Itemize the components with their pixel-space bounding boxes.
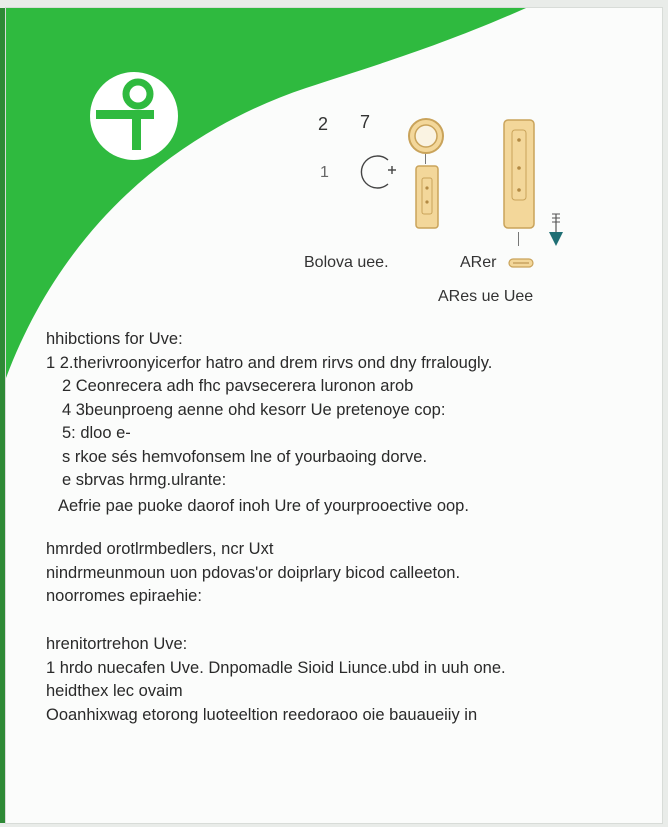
down-arrow-icon <box>546 212 566 248</box>
instruction-line-5: s rkoe sés hemvofonsem lne of yourbaoing dorve. <box>62 447 428 466</box>
step-number-7: 7 <box>360 112 371 132</box>
lancet-body-icon <box>414 164 440 230</box>
information-line-3: Ooanhixwag etorong luoteeltion reedoraoo oie bauaueiiy in <box>46 705 478 724</box>
needle-tip-icon <box>508 257 534 269</box>
twist-arrow-icon <box>350 148 400 198</box>
instruction-line-4: 5: dloo e- <box>62 424 131 442</box>
needle-line <box>518 232 519 246</box>
intended-line-2: nindrmeunmoun uon pdovas'or doiprlary bicod calleeton. <box>46 563 461 582</box>
step-number-1: 1 <box>320 164 329 181</box>
information-section <box>46 633 646 727</box>
information-line-1: 1 hrdo nuecafen Uve. Dnpomadle Sioid Liunce.ubd in uuh one. <box>46 658 506 677</box>
instruction-line-2: 2 Ceonrecera adh fhc pavsecerera luronon arob <box>62 377 414 395</box>
step-number-2: 2 <box>318 114 329 134</box>
lancet-tall-icon <box>502 118 536 232</box>
cap-connector-line <box>425 154 426 164</box>
after-use-label: ARes ue Uee <box>438 288 534 305</box>
lancet-cap-icon <box>406 116 446 156</box>
information-title: hrenitortrehon Uve: <box>46 635 188 653</box>
intended-line-1: hmrded orotlrmbedlers, ncr Uxt <box>46 540 274 558</box>
instruction-line-3: 4 3beunproeng aenne ohd kesorr Ue pretenoye cop: <box>62 400 446 419</box>
lancet-logo-icon <box>88 70 180 162</box>
instructions-title: hhibctions for Uve: <box>46 330 183 348</box>
instruction-line-6: e sbrvas hrmg.ulrante: <box>62 471 227 489</box>
instruction-line-1: 1 2.therivroonyicerfor hatro and drem rirvs ond dny frralougly. <box>46 353 493 372</box>
before-use-label: Bolova uee. <box>304 254 389 271</box>
intended-use-section <box>46 538 646 609</box>
after-label: ARer <box>460 254 497 271</box>
instructions-section <box>46 328 646 518</box>
usage-diagram <box>296 108 596 318</box>
intended-line-3: noorromes epiraehie: <box>46 587 202 605</box>
instruction-line-7: Aefrie pae puoke daorof inoh Ure of yourprooective oop. <box>58 496 469 515</box>
information-line-2: heidthex lec ovaim <box>46 682 183 700</box>
package-panel <box>6 8 662 823</box>
